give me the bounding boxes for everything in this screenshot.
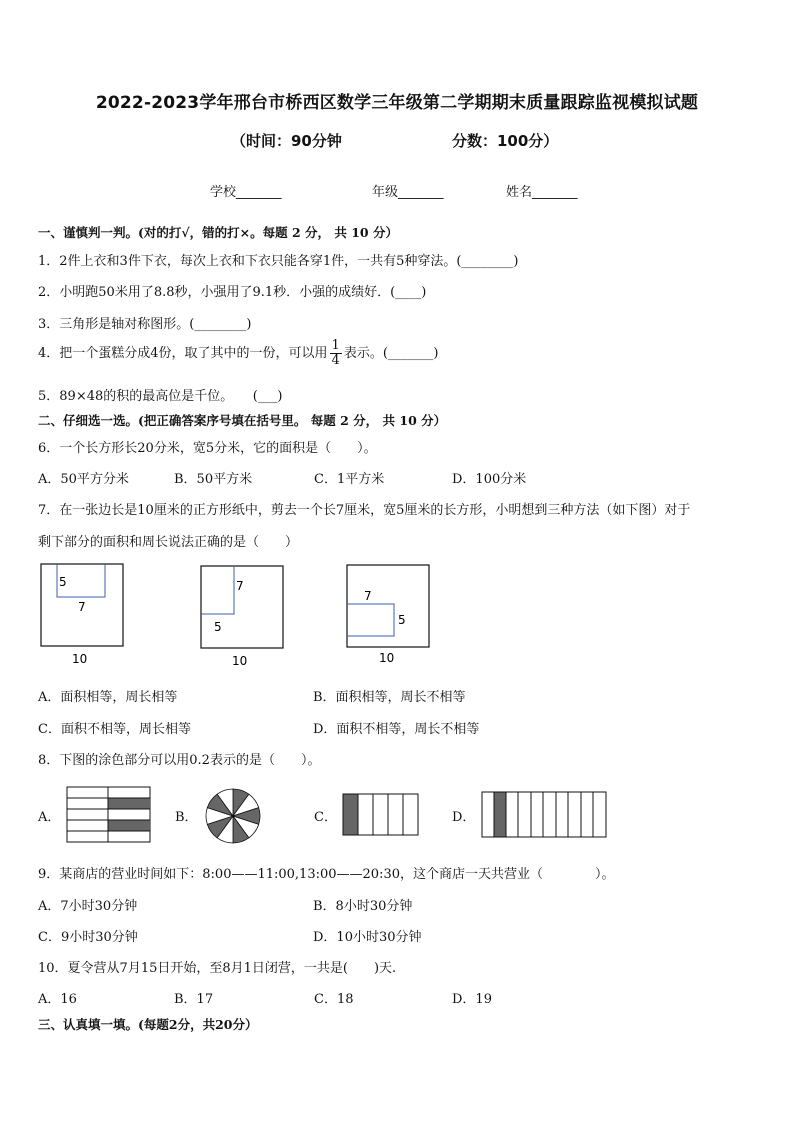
- q7-figure-1: [40, 563, 130, 673]
- label-length: 7: [78, 600, 86, 614]
- q8-figure-c: [342, 793, 420, 837]
- q6-option-b: B．50平方米: [174, 472, 253, 487]
- label-width: 5: [398, 613, 406, 627]
- shaded-cell: [108, 798, 150, 809]
- cut-rectangle: [201, 566, 234, 614]
- q8-figure-a-svg: [66, 786, 152, 846]
- q10-option-a: A．16: [38, 992, 77, 1007]
- label-width: 5: [214, 620, 222, 634]
- q8-option-a-label: A．: [38, 810, 61, 825]
- name-field: 姓名_______: [506, 185, 578, 200]
- q6-option-c: C．1平方米: [314, 472, 385, 487]
- q9-option-c: C．9小时30分钟: [38, 930, 138, 945]
- question-4-text: 4．把一个蛋糕分成4份，取了其中的一份，可以用: [38, 346, 328, 361]
- question-8: 8．下图的涂色部分可以用0.2表示的是（ ）。: [38, 753, 321, 768]
- exam-time: （时间：90分钟: [231, 132, 342, 150]
- strip: [388, 794, 403, 835]
- q7-option-d: D．面积不相等，周长不相等: [313, 722, 480, 737]
- q10-option-b: B．17: [174, 992, 214, 1007]
- question-5: 5．89×48的积的最高位是千位。 (___): [38, 389, 283, 404]
- q7-figure-3-svg: [346, 564, 436, 674]
- school-field: 学校_______: [210, 185, 282, 200]
- question-6: 6．一个长方形长20分米，宽5分米，它的面积是（ ）。: [38, 441, 377, 456]
- q8-option-b-label: B．: [175, 810, 198, 825]
- question-10: 10．夏令营从7月15日开始，至8月1日闭营，一共是( )天.: [38, 961, 397, 976]
- shaded-cell: [108, 820, 150, 831]
- question-3: 3．三角形是轴对称图形。(________): [38, 317, 252, 332]
- cut-rectangle: [347, 604, 394, 636]
- exam-score: 分数：100分）: [452, 132, 559, 150]
- strip: [358, 794, 373, 835]
- q7-figure-1-svg: [40, 563, 130, 673]
- q6-option-d: D．100分米: [452, 472, 527, 487]
- q7-figure-2-svg: [200, 565, 290, 675]
- section2-heading: 二、仔细选一选。(把正确答案序号填在括号里。 每题 2 分， 共 10 分）: [38, 413, 447, 428]
- section1-heading: 一、谨慎判一判。(对的打√，错的打×。每题 2 分， 共 10 分）: [38, 225, 398, 240]
- label-side: 10: [379, 651, 395, 665]
- shaded-strip: [343, 794, 358, 835]
- q8-figure-d: [481, 791, 609, 839]
- grade-field: 年级_______: [372, 185, 444, 200]
- q8-option-d-label: D．: [452, 810, 476, 825]
- strip: [373, 794, 388, 835]
- question-4-suffix: 表示。(_______): [343, 346, 439, 361]
- fraction-one-quarter: [330, 339, 342, 368]
- question-9: 9．某商店的营业时间如下：8:00——11:00,13:00——20:30，这个商店一天共营业（ ）。: [38, 867, 615, 882]
- fraction-numerator: 1: [331, 338, 340, 353]
- label-side: 10: [72, 652, 88, 666]
- q7-figure-2: [200, 565, 290, 675]
- label-side: 10: [232, 654, 248, 668]
- fraction-denominator: 4: [331, 353, 340, 368]
- q10-option-c: C．18: [314, 992, 354, 1007]
- question-7-line2: 剩下部分的面积和周长说法正确的是（ ）: [38, 535, 299, 550]
- label-length: 7: [236, 579, 244, 593]
- q9-option-b: B．8小时30分钟: [313, 899, 413, 914]
- q8-figure-b-svg: [203, 786, 263, 846]
- q8-figure-b: [203, 786, 263, 846]
- q6-option-a: A．50平方分米: [38, 472, 129, 487]
- question-4: [38, 339, 438, 368]
- q8-figure-a: [66, 786, 152, 846]
- q9-option-d: D．10小时30分钟: [313, 930, 422, 945]
- q9-option-a: A．7小时30分钟: [38, 899, 138, 914]
- q8-option-c-label: C．: [314, 810, 337, 825]
- question-1: 1．2件上衣和3件下衣，每次上衣和下衣只能各穿1件，一共有5种穿法。(________): [38, 254, 519, 269]
- page-title: 2022-2023学年邢台市桥西区数学三年级第二学期期末质量跟踪监视模拟试题: [95, 93, 699, 113]
- q7-figure-3: [346, 564, 436, 674]
- section3-heading: 三、认真填一填。(每题2分，共20分）: [38, 1017, 258, 1032]
- label-width: 5: [59, 575, 67, 589]
- q7-option-b: B．面积相等，周长不相等: [313, 690, 466, 705]
- question-2: 2．小明跑50米用了8.8秒，小强用了9.1秒．小强的成绩好．(____): [38, 285, 427, 300]
- strip: [403, 794, 418, 835]
- q7-option-c: C．面积不相等，周长相等: [38, 722, 191, 737]
- square-outline: [347, 565, 429, 647]
- question-7-line1: 7．在一张边长是10厘米的正方形纸中，剪去一个长7厘米，宽5厘米的长方形，小明想到三种方法（如下图）对于: [38, 503, 691, 518]
- label-length: 7: [364, 589, 372, 603]
- q7-option-a: A．面积相等，周长相等: [38, 690, 178, 705]
- q10-option-d: D．19: [452, 992, 492, 1007]
- q8-figure-c-svg: [342, 793, 420, 837]
- q8-figure-d-svg: [481, 791, 609, 839]
- shaded-strip: [494, 792, 506, 837]
